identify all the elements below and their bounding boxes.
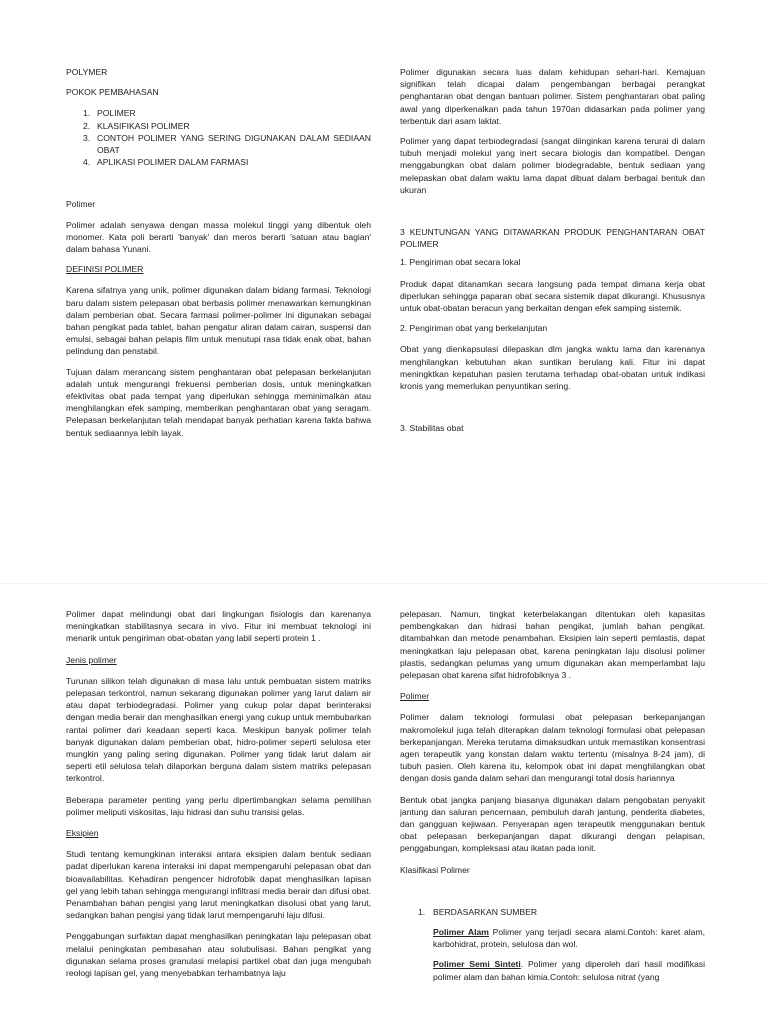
eksipien-heading: Eksipien [66, 828, 99, 839]
topic-number: 1. [83, 108, 91, 119]
keuntungan-1-heading: 1. Pengiriman obat secara lokal [400, 257, 521, 268]
klasifikasi-heading: Klasifikasi Polimer [400, 864, 470, 875]
topic-number: 2. [83, 120, 91, 131]
document-page-2 [0, 584, 768, 1024]
polimer-alam-text: Polimer yang terjadi secara alami.Contoh: karet alam, karbohidrat, protein, selulosa dan wol. [433, 927, 706, 950]
topic-item [66, 107, 371, 119]
keuntungan-heading: 3 KEUNTUNGAN YANG DITAWARKAN PRODUK PENGHANTARAN OBAT POLIMER [400, 227, 705, 250]
topic-text: CONTOH POLIMER YANG SERING DIGUNAKAN DALAM SEDIAAN OBAT [97, 132, 371, 156]
polimer-semi-sintetis-text: . Polimer yang diperoleh dari hasil modifikasi polimer alam dan bahan kimia.Contoh: selulosa nitrat (yang [433, 959, 705, 982]
polimer-section-heading: Polimer [400, 691, 430, 702]
keuntungan-2-heading: 2. Pengiriman obat yang berkelanjutan [400, 323, 548, 334]
jenis-polimer-heading: Jenis polimer [66, 654, 117, 665]
topics-heading: POKOK PEMBAHASAN [66, 87, 159, 98]
polimer-definition: Polimer adalah senyawa dengan massa molekul tinggi yang dibentuk oleh monomer. Kata poli berarti 'banyak' dan meros berarti 'satuan atau bagian' dalam bahasa Yunani. [66, 219, 371, 255]
usage-paragraph: Polimer digunakan secara luas dalam kehidupan sehari-hari. Kemajuan signifikan telah dicapai dalam pengembangan berbagai perangkat penghantaran obat dengan bantuan polimer. Sistem penghantaran obat paling awal yang diperkenalkan pada tahun 1970an didasarkan pada polimer yang terbentuk dari asam laktat. [400, 67, 705, 126]
jenis-paragraph-1: Turunan silikon telah digunakan di masa lalu untuk pembuatan sistem matriks pelepasan terkontrol, namun sekarang digunakan polimer yang larut dalam air atau dapat terbiodegradasi. Polimer yang cukup polar dapat berinteraksi dengan media berair dan menghasilkan energi yang cukup untuk membubarkan rantai polimer dari keadaan seperti kaca. Meskipun banyak polimer telah banyak digunakan dalam pemberian obat, hidro-polimer seperti selulosa eter mungkin yang paling sering digunakan. Polimer yang tidak larut dalam air seperti etil selulosa telah dilaporkan berguna dalam sistem matriks pelepasan terkontrol. [66, 675, 371, 784]
topics-list [66, 107, 371, 168]
topic-item [66, 156, 371, 168]
biodegradable-paragraph: Polimer yang dapat terbiodegradasi (sangat diinginkan karena terurai di dalam tubuh menjadi molekul yang inert secara biologis dan kompatibel. Dengan menggabungkan obat dalam polimer biodegradable, bentuk sediaan yang melepaskan obat dalam waktu lama dapat dibuat dalam berbagai bentuk dan ukuran [400, 136, 705, 195]
topic-item [66, 120, 371, 132]
page1-right-column [400, 66, 705, 434]
definisi-polimer-heading: DEFINISI POLIMER [66, 264, 144, 275]
document-title: POLYMER [66, 67, 108, 77]
polimer-alam-paragraph [433, 926, 705, 950]
stabilitas-paragraph: Polimer dapat melindungi obat dari lingkungan fisiologis dan karenanya meningkatkan stabilitasnya secara in vivo. Fitur ini membuat teknologi ini menarik untuk pengiriman obat-obatan yang labil seperti protein 1 . [66, 609, 371, 644]
definisi-paragraph-2: Tujuan dalam merancang sistem penghantaran obat pelepasan berkelanjutan adalah untuk mengurangi frekuensi pemberian dosis, untuk meningkatkan efektivitas obat pada tempat yang diperlukan sehingga meminimalkan atau menghilangkan efek samping, memberikan penghantaran obat yang seragam. Pelepasan berkelanjutan telah mendapat banyak perhatian karena fakta bahwa bentuk sediaannya lebih layak. [66, 366, 371, 438]
topic-number: 3. [83, 132, 91, 143]
topic-text: KLASIFIKASI POLIMER [97, 120, 190, 131]
eksipien-paragraph-1: Studi tentang kemungkinan interaksi antara eksipien dalam bentuk sediaan padat diperlukan karena interaksi ini dapat mempengaruhi pelepasan obat dan bioavailabilitas. Kehadiran pengencer hidrofobik dapat menghasilkan lapisan gel yang lebih tahan sehingga mengurangi infiltrasi media berair dan difusi obat. Penambahan bahan pengisi yang larut meningkatkan disolusi obat yang larut, sedangkan bahan pengisi yang tidak larut mempengaruhi laju difusi. [66, 849, 371, 921]
page2-left-column [66, 608, 371, 979]
topic-number: 4. [83, 157, 91, 168]
classification-number: 1. [418, 906, 426, 917]
polimer-section-paragraph-1: Polimer dalam teknologi formulasi obat pelepasan berkepanjangan makromolekul juga telah diterapkan dalam teknologi formulasi obat pelepasan berkepanjangan. Mereka terutama dimaksudkan untuk memastikan konsentrasi agen terapeutik yang konstan dalam waktu tertentu (misalnya 8-24 jam), di tubuh pasien. Oleh karena itu, kelompok obat ini dapat menghilangkan obat dengan dosis ganda dalam sehari dan mengurangi total dosis hariannya [400, 712, 705, 784]
polimer-semi-sintetis-term: Polimer Semi Sinteti [433, 959, 521, 970]
jenis-paragraph-2: Beberapa parameter penting yang perlu dipertimbangkan selama pemilihan polimer meliputi viskositas, laju hidrasi dan suhu transisi gelas. [66, 794, 371, 817]
page2-right-column [400, 608, 705, 983]
keuntungan-2-text: Obat yang dienkapsulasi dilepaskan dlm jangka waktu lama dan karenanya menghilangkan kebutuhan akan suntikan berulang kali. Fitur ini dapat meningktkan kepatuhan pasien terutama terhadap obat-obatan untuk indikasi kronis yang memerlukan penyuntikan sering. [400, 344, 705, 392]
polimer-semi-sintetis-paragraph [433, 958, 705, 982]
topic-text: APLIKASI POLIMER DALAM FARMASI [97, 157, 249, 168]
keuntungan-3-heading: 3. Stabilitas obat [400, 423, 464, 434]
page1-left-column [66, 66, 371, 439]
classification-list [400, 906, 705, 983]
classification-label: BERDASARKAN SUMBER [433, 906, 538, 917]
polimer-heading: Polimer [66, 199, 96, 210]
definisi-paragraph-1: Karena sifatnya yang unik, polimer digunakan dalam bidang farmasi. Teknologi baru dalam sistem pelepasan obat berbasis polimer menawarkan kemungkinan dalam pemberian obat. Secara farmasi polimer-polimer ini digunakan sebagai bahan pengikat pada tablet, bahan pengatur aliran dalam cairan, suspensi dan emulsi, sebagai bahan pelapis film untuk menutupi rasa tidak enak obat, bahan pelindung dan penstabil. [66, 285, 371, 357]
pelepasan-paragraph: pelepasan. Namun, tingkat keterbelakangan ditentukan oleh kapasitas pembengkakan dan hidrasi bahan pengikat, jumlah bahan pengikat. ditambahkan dan metode penambahan. Eksipien lain seperti pemlastis, dapat meningkatkan laju pelepasan obat, karena peningkatan laju disolusi polimer plastis, sedangkan pelumas yang umum digunakan akan memperlambat laju pelepasan obat karena sifat hidrofobiknya 3 . [400, 609, 705, 681]
keuntungan-1-text: Produk dapat ditanamkan secara langsung pada tempat dimana kerja obat diperlukan sehingga paparan obat secara sistemik dapat dikurangi. Khususnya untuk obat-obatan beracun yang berkaitan dengan efek samping sistemik. [400, 278, 705, 314]
eksipien-paragraph-2: Penggabungan surfaktan dapat menghasilkan peningkatan laju pelepasan obat melalui peningkatan pembasahan atau solubulisasi. Bahan pengikat yang digunakan selama proses granulasi melapisi partikel obat dan juga mengubah reologi lapisan gel, yang menyebabkan terhambatnya laju [66, 931, 371, 979]
polimer-alam-term: Polimer Alam [433, 927, 489, 938]
polimer-section-paragraph-2: Bentuk obat jangka panjang biasanya digunakan dalam pengobatan penyakit jantung dan saluran pencernaan, pembuluh darah jantung, penderita diabetes, dan gangguan kejiwaan. Penyerapan agen terapeutik menggunakan bentuk obat pelepasan berkepanjangan dapat dikurangi dengan pelapisan, penggabungan, kompleksasi atau ikatan pada ionit. [400, 794, 705, 854]
topic-text: POLIMER [97, 108, 136, 119]
classification-item [400, 906, 705, 983]
topic-item [66, 132, 371, 156]
